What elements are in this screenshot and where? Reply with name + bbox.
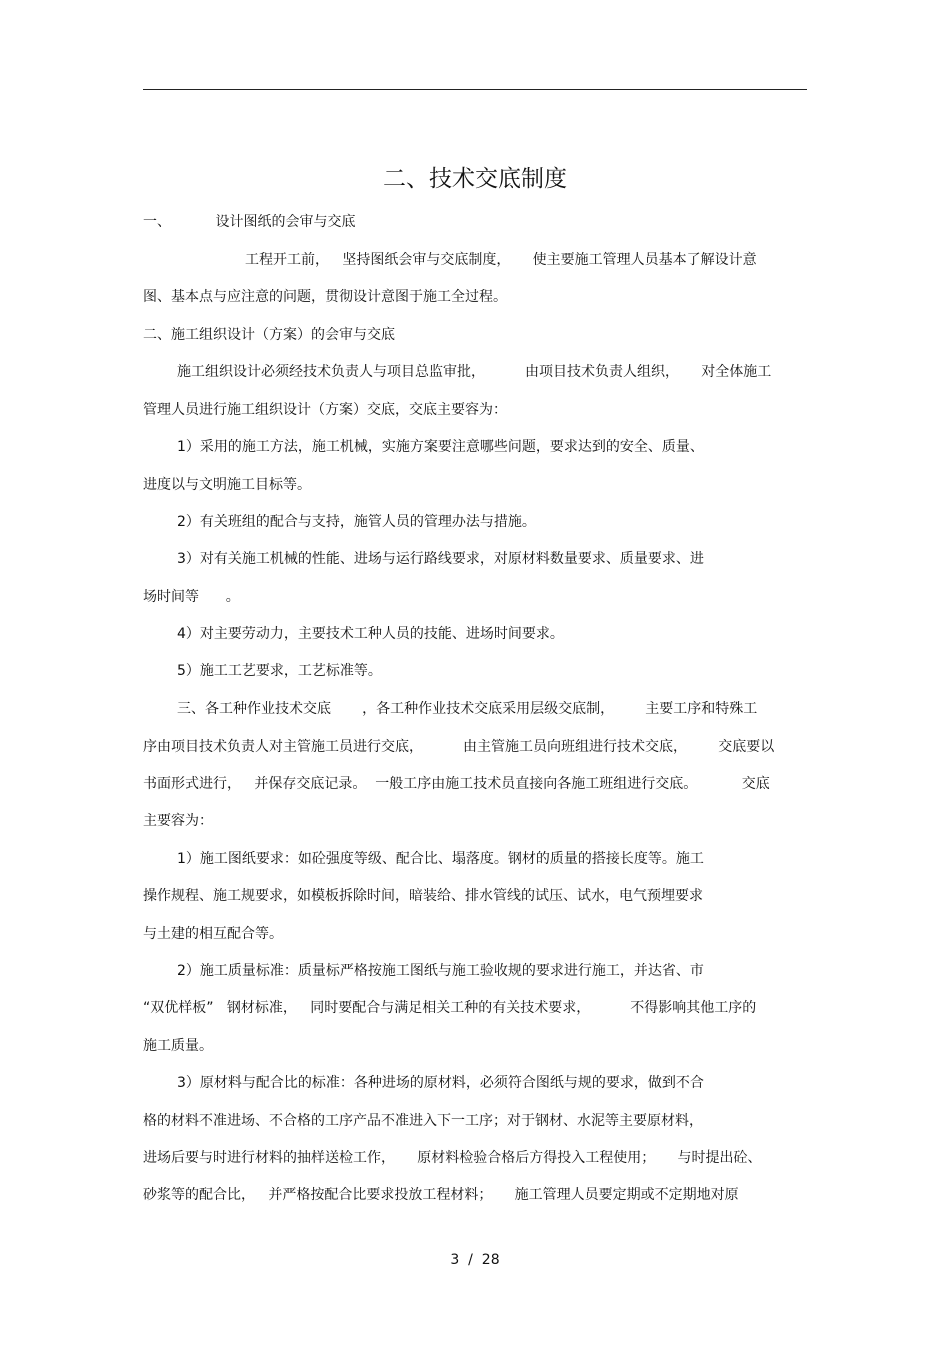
body-line: 2）有关班组的配合与支持，施管人员的管理办法与措施。	[177, 514, 536, 530]
body-line: 管理人员进行施工组织设计（方案）交底，交底主要容为：	[143, 402, 507, 418]
body-line: 二、施工组织设计（方案）的会审与交底	[143, 327, 395, 343]
body-line: 1）施工图纸要求：如砼强度等级、配合比、塌落度。钢材的质量的搭接长度等。施工	[177, 851, 704, 867]
page-number: 3 / 28	[450, 1252, 500, 1268]
body-line: 书面形式进行， 并保存交底记录。 一般工序由施工技术员直接向各施工班组进行交底。 交底	[143, 776, 770, 792]
body-line: 场时间等 。	[143, 589, 240, 605]
body-line: 4）对主要劳动力，主要技术工种人员的技能、进场时间要求。	[177, 626, 564, 642]
body-line: 1）采用的施工方法，施工机械，实施方案要注意哪些问题，要求达到的安全、质量、	[177, 439, 704, 455]
body-line: 格的材料不准进场、不合格的工序产品不准进入下一工序；对于钢材、水泥等主要原材料，	[143, 1113, 703, 1129]
body-line: 主要容为：	[143, 813, 213, 829]
body-line: 施工组织设计必须经技术负责人与项目总监审批， 由项目技术负责人组织， 对全体施工	[177, 364, 772, 380]
body-line: 5）施工工艺要求，工艺标准等。	[177, 663, 382, 679]
body-line: 三、各工种作业技术交底 ，各工种作业技术交底采用层级交底制， 主要工序和特殊工	[177, 701, 758, 717]
body-line: 图、基本点与应注意的问题，贯彻设计意图于施工全过程。	[143, 289, 507, 305]
header-rule	[143, 89, 807, 90]
body-line: 施工质量。	[143, 1038, 213, 1054]
body-line: 操作规程、施工规要求，如模板拆除时间，暗装给、排水管线的试压、试水，电气预埋要求	[143, 888, 703, 904]
body-line: 进场后要与时进行材料的抽样送检工作， 原材料检验合格后方得投入工程使用； 与时提出砼、	[143, 1150, 762, 1166]
body-line: 一、 设计图纸的会审与交底	[143, 214, 356, 230]
body-line: 3）对有关施工机械的性能、进场与运行路线要求，对原材料数量要求、质量要求、进	[177, 551, 704, 567]
section-title: 二、技术交底制度	[383, 166, 567, 192]
body-line: “双优样板” 钢材标准， 同时要配合与满足相关工种的有关技术要求， 不得影响其他工序的	[143, 1000, 757, 1016]
body-line: 2）施工质量标准：质量标严格按施工图纸与施工验收规的要求进行施工，并达省、市	[177, 963, 704, 979]
body-line: 序由项目技术负责人对主管施工员进行交底， 由主管施工员向班组进行技术交底， 交底要以	[143, 739, 775, 755]
body-line: 进度以与文明施工目标等。	[143, 477, 311, 493]
body-line: 工程开工前， 坚持图纸会审与交底制度， 使主要施工管理人员基本了解设计意	[245, 252, 757, 268]
body-line: 与土建的相互配合等。	[143, 926, 283, 942]
body-line: 3）原材料与配合比的标准：各种进场的原材料，必须符合图纸与规的要求，做到不合	[177, 1075, 704, 1091]
body-line: 砂浆等的配合比， 并严格按配合比要求投放工程材料； 施工管理人员要定期或不定期地对原	[143, 1187, 739, 1203]
